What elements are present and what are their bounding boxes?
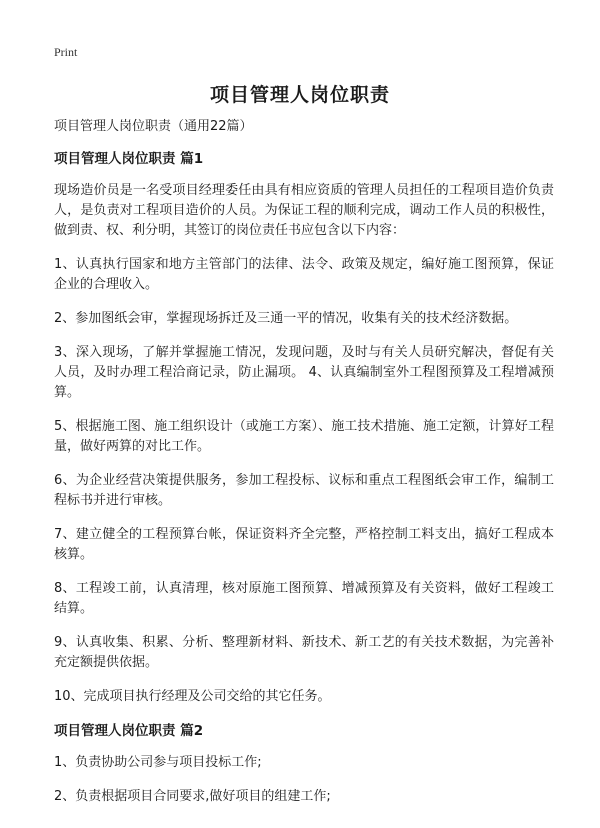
- paragraph: 7、建立健全的工程预算台帐，保证资料齐全完整，严格控制工料支出，搞好工程成本核算。: [54, 527, 554, 562]
- section-1: [54, 150, 554, 707]
- paragraph: 10、完成项目执行经理及公司交给的其它任务。: [54, 689, 331, 704]
- paragraph: 5、根据施工图、施工组织设计（或施工方案）、施工技术措施、施工定额，计算好工程量，做好两算的对比工作。: [54, 419, 554, 454]
- page-title: 项目管理人岗位职责: [209, 84, 390, 106]
- paragraph: 6、为企业经营决策提供服务，参加工程投标、议标和重点工程图纸会审工作，编制工程标书并进行审核。: [54, 473, 554, 508]
- section-heading: 项目管理人岗位职责 篇2: [54, 723, 204, 739]
- paragraph: 3、深入现场，了解并掌握施工情况，发现问题，及时与有关人员研究解决，督促有关人员，及时办理工程洽商记录，防止漏项。 4、认真编制室外工程图预算及工程增减预算。: [54, 345, 554, 400]
- paragraph: 现场造价员是一名受项目经理委任由具有相应资质的管理人员担任的工程项目造价负责人，是负责对工程项目造价的人员。为保证工程的顺利完成，调动工作人员的积极性，做到责、权、利分明，其签订的岗位责任书应包含以下内容：: [54, 183, 554, 238]
- paragraph: 1、负责协助公司参与项目投标工作;: [54, 755, 262, 770]
- paragraph: 2、负责根据项目合同要求,做好项目的组建工作;: [54, 789, 331, 804]
- paragraph: 9、认真收集、积累、分析、整理新材料、新技术、新工艺的有关技术数据，为完善补充定额提供依据。: [54, 635, 554, 670]
- section-heading: 项目管理人岗位职责 篇1: [54, 151, 204, 167]
- paragraph: 2、参加图纸会审，掌握现场拆迁及三通一平的情况，收集有关的技术经济数据。: [54, 311, 518, 326]
- paragraph: 8、工程竣工前，认真清理，核对原施工图预算、增减预算及有关资料，做好工程竣工结算。: [54, 581, 554, 616]
- print-label: Print: [54, 45, 78, 59]
- paragraph: 1、认真执行国家和地方主管部门的法律、法令、政策及规定，编好施工图预算，保证企业的合理收入。: [54, 257, 554, 292]
- document-body: [54, 118, 554, 807]
- section-2: [54, 722, 554, 807]
- document-subtitle: 项目管理人岗位职责（通用22篇）: [54, 119, 253, 134]
